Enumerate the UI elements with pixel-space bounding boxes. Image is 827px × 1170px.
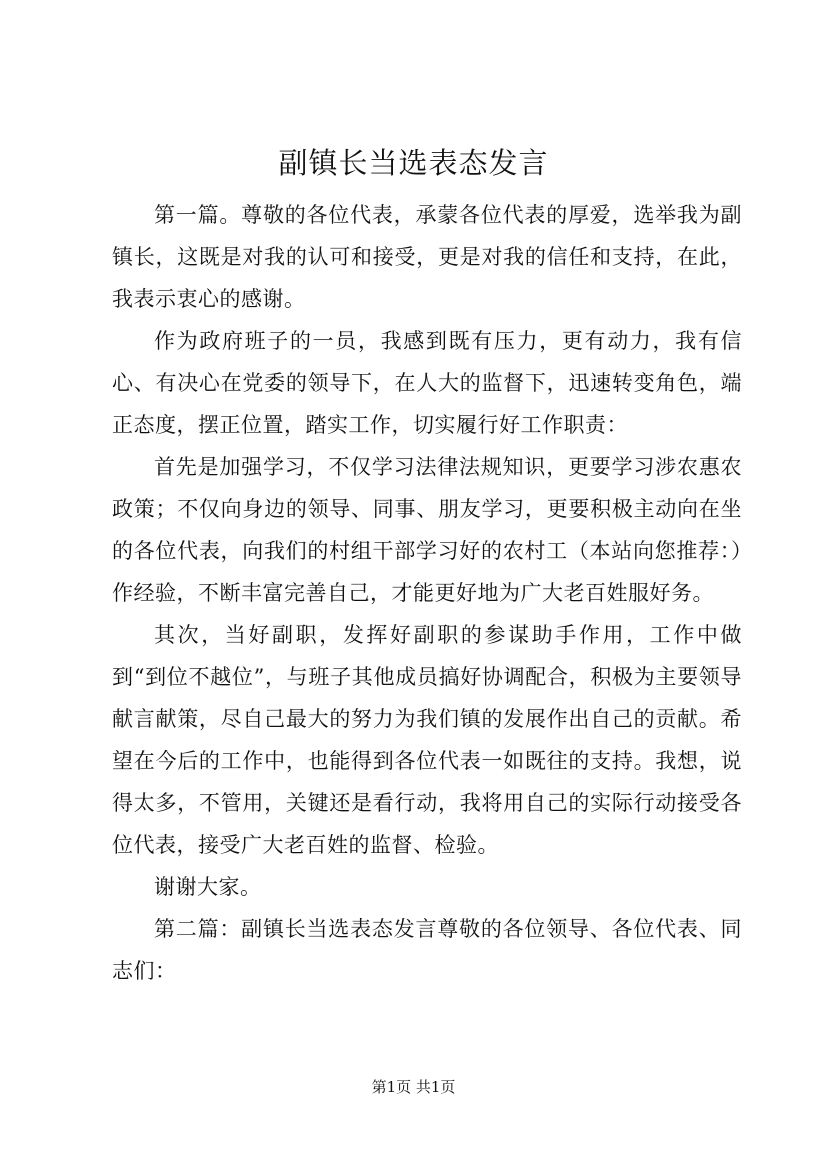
- paragraph-4: 其次，当好副职，发挥好副职的参谋助手作用，工作中做到“到位不越位”，与班子其他成员搞好协调配合，积极为主要领导献言献策，尽自己最大的努力为我们镇的发展作出自己的贡献。希望在今后的工作中，也能得到各位代表一如既往的支持。我想，说得太多，不管用，关键还是看行动，我将用自己的实际行动接受各位代表，接受广大老百姓的监督、检验。: [112, 623, 742, 857]
- paragraph-5: 谢谢大家。: [154, 875, 262, 899]
- document-title: 副镇长当选表态发言: [278, 146, 549, 180]
- paragraph-6: 第二篇：副镇长当选表态发言尊敬的各位领导、各位代表、同志们：: [112, 917, 742, 983]
- page-footer: 第1页 共1页: [371, 1078, 456, 1096]
- paragraph-1: 第一篇。尊敬的各位代表，承蒙各位代表的厚爱，选举我为副镇长，这既是对我的认可和接受，更是对我的信任和支持，在此，我表示衷心的感谢。: [112, 203, 742, 311]
- document-body: [112, 194, 742, 992]
- paragraph-2: 作为政府班子的一员，我感到既有压力，更有动力，我有信心、有决心在党委的领导下，在人大的监督下，迅速转变角色，端正态度，摆正位置，踏实工作，切实履行好工作职责：: [112, 329, 742, 437]
- paragraph-3: 首先是加强学习，不仅学习法律法规知识，更要学习涉农惠农政策；不仅向身边的领导、同事、朋友学习，更要积极主动向在坐的各位代表，向我们的村组干部学习好的农村工（本站向您推荐：）作经验，不断丰富完善自己，才能更好地为广大老百姓服好务。: [112, 455, 742, 605]
